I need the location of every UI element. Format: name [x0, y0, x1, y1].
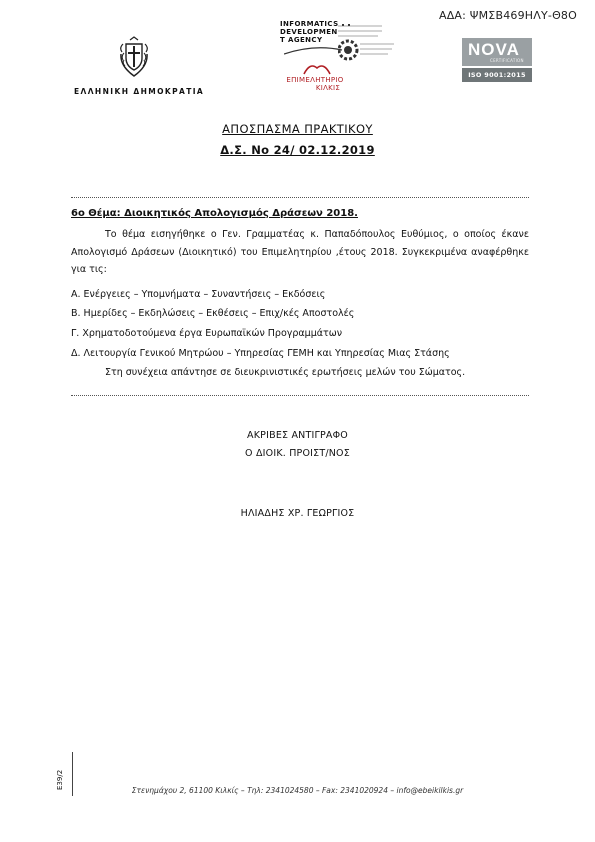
- chamber-logo-text: [282, 76, 348, 92]
- iso-badge: ISO 9001:2015: [462, 68, 532, 82]
- informatics-chamber-logo: [280, 20, 398, 94]
- form-code: Ε39/2: [56, 769, 64, 790]
- body-paragraph: Το θέμα εισηγήθηκε ο Γεν. Γραμματέας κ. Παπαδόπουλος Ευθύμιος, ο οποίος έκανε Απολογισμό Δράσεων (Διοικητικό) του Επιμελητηρίου ,έτους 2018. Συγκεκριμένα αναφέρθηκε για τις:: [71, 229, 529, 275]
- ida-line-1: INFORMATICS: [280, 20, 339, 28]
- nova-logo-box: [462, 38, 532, 66]
- dotted-divider-top: [71, 197, 529, 198]
- chamber-line-1: ΕΠΙΜΕΛΗΤΗΡΙΟ: [286, 76, 344, 84]
- nova-logo-sub: CERTIFICATION: [490, 58, 524, 63]
- list-item: Δ. Λειτουργία Γενικού Μητρώου – Υπηρεσίας ΓΕΜΗ και Υπηρεσίας Μιας Στάσης: [71, 348, 450, 359]
- topic-heading: 6ο Θέμα: Διοικητικός Απολογισμός Δράσεων 2018.: [71, 208, 358, 219]
- footer-address: Στενημάχου 2, 61100 Κιλκίς – Τηλ: 2341024580 – Fax: 2341020924 – info@ebeikilkis.gr: [131, 786, 464, 795]
- nova-certification-logo: [462, 38, 532, 84]
- ida-swoosh-icon: [284, 46, 344, 56]
- ida-line-2: DEVELOPMEN: [280, 28, 338, 36]
- republic-label: ΕΛΛΗΝΙΚΗ ΔΗΜΟΚΡΑΤΙΑ: [74, 87, 205, 96]
- certified-copy-label: ΑΚΡΙΒΕΣ ΑΝΤΙΓΡΑΦΟ: [247, 430, 348, 441]
- signatory-name: ΗΛΙΑΔΗΣ ΧΡ. ΓΕΩΡΓΙΟΣ: [240, 508, 355, 519]
- greek-coat-of-arms-icon: [117, 36, 151, 80]
- closing-sentence: Στη συνέχεια απάντησε σε διευκρινιστικές ερωτήσεις μελών του Σώματος.: [105, 367, 466, 378]
- chamber-bird-icon: [302, 60, 332, 76]
- document-title: ΑΠΟΣΠΑΣΜΑ ΠΡΑΚΤΙΚΟΥ: [222, 122, 373, 136]
- ida-line-3: T AGENCY: [280, 36, 323, 44]
- list-item: Α. Ενέργειες – Υπομνήματα – Συναντήσεις – Εκδόσεις: [71, 289, 326, 300]
- signatory-role: Ο ΔΙΟΙΚ. ΠΡΟΙΣΤ/ΝΟΣ: [245, 448, 350, 459]
- document-subtitle: Δ.Σ. Νο 24/ 02.12.2019: [220, 143, 375, 157]
- list-item: Γ. Χρηματοδοτούμενα έργα Ευρωπαϊκών Προγραμμάτων: [71, 328, 343, 339]
- chamber-line-2: ΚΙΛΚΙΣ: [315, 84, 341, 92]
- list-item: Β. Ημερίδες – Εκδηλώσεις – Εκθέσεις – Επιχ/κές Αποστολές: [71, 308, 355, 319]
- nova-logo-word: NOVA: [468, 40, 520, 59]
- ada-code: ΑΔΑ: ΨΜΣΒ469ΗΛΥ-Θ8Ο: [438, 9, 577, 22]
- dotted-divider-bottom: [71, 395, 529, 396]
- gear-emblem-icon: [338, 22, 398, 68]
- ida-logo-text: [280, 20, 339, 44]
